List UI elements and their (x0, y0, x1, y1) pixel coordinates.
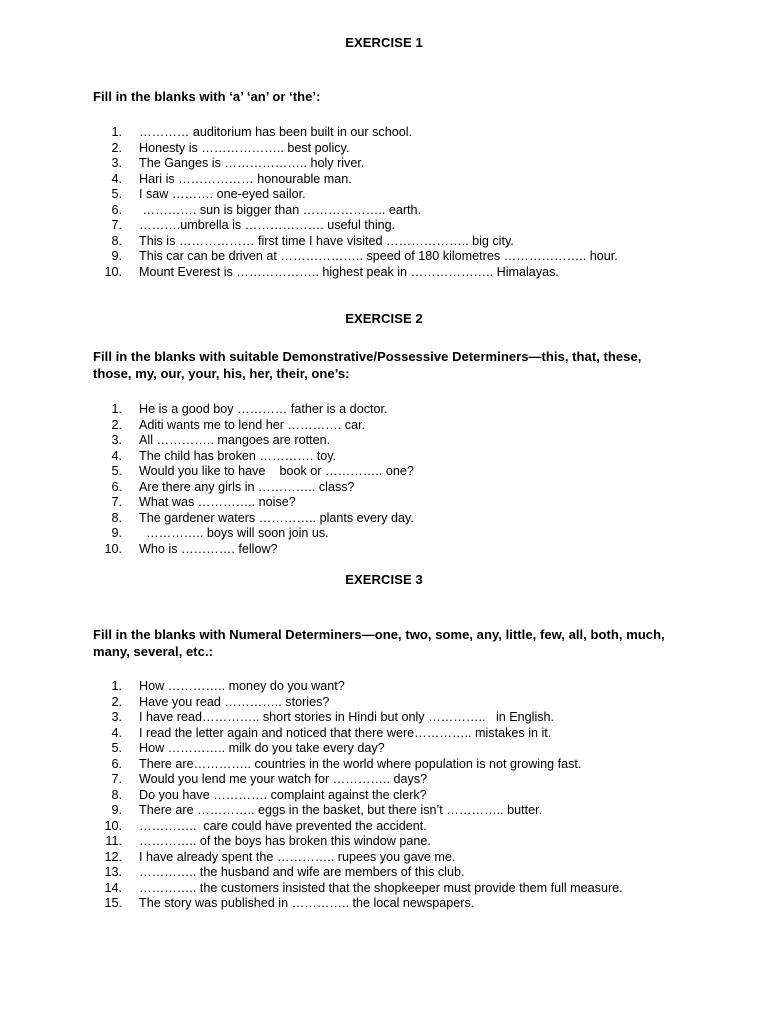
question-number: 12. (104, 849, 122, 864)
exercise-1-question (0, 125, 768, 141)
question-number: 9. (111, 526, 122, 540)
exercise-2-title: EXERCISE 2 (345, 311, 423, 326)
question-text: This car can be driven at ……………….. speed of 180 kilometres ……………….. hour. (139, 249, 618, 263)
question-text: The Ganges is ……………….. holy river. (139, 156, 365, 170)
exercise-1-question (0, 234, 768, 250)
exercise-2-question (0, 542, 768, 558)
question-number: 13. (104, 865, 122, 879)
exercise-3-question (0, 741, 768, 757)
question-text: …………. sun is bigger than ……………….. earth. (139, 202, 422, 217)
question-number: 2. (111, 140, 122, 155)
question-text: ………….. care could have prevented the accident. (139, 818, 427, 833)
question-number: 1. (111, 679, 122, 693)
exercise-1-question (0, 265, 768, 281)
question-number: 11. (105, 834, 122, 848)
question-text: I have read………….. short stories in Hindi but only ………….. in English. (139, 710, 555, 724)
question-number: 14. (104, 880, 122, 895)
question-text: ………….. boys will soon join us. (139, 526, 329, 540)
question-text: ………….. the customers insisted that the shopkeeper must provide them full measure. (139, 880, 623, 895)
exercise-3-question (0, 772, 768, 788)
question-number: 8. (111, 787, 122, 802)
exercise-1-question (0, 141, 768, 157)
question-text: I have already spent the ………….. rupees you gave me. (139, 849, 456, 864)
question-number: 7. (111, 495, 122, 509)
question-text: All ………….. mangoes are rotten. (139, 433, 331, 447)
exercise-3-question (0, 896, 768, 912)
question-number: 10. (104, 264, 122, 279)
question-text: He is a good boy ………… father is a doctor. (139, 402, 388, 416)
exercise-2-question (0, 433, 768, 449)
exercise-2-question (0, 495, 768, 511)
exercise-1-question (0, 156, 768, 172)
exercise-3-question (0, 819, 768, 835)
exercise-1-question (0, 203, 768, 219)
exercise-3-question (0, 679, 768, 695)
question-number: 10. (104, 541, 122, 556)
exercise-2-instruction: Fill in the blanks with suitable Demonstrative/Possessive Determiners—this, that, these, those, my, our, your, his, her, their, one’s: (93, 349, 642, 381)
question-text: Are there any girls in ………….. class? (139, 479, 355, 494)
exercise-3-question (0, 834, 768, 850)
question-number: 3. (111, 710, 122, 724)
question-text: Would you lend me your watch for ………….. days? (139, 772, 428, 786)
question-number: 9. (111, 249, 122, 263)
exercise-1-instruction: Fill in the blanks with ‘a’ ‘an’ or ‘the’: (93, 89, 321, 104)
question-number: 5. (111, 464, 122, 478)
question-number: 4. (111, 171, 122, 186)
question-number: 6. (111, 479, 122, 494)
question-text: Honesty is ……………….. best policy. (139, 140, 350, 155)
question-number: 4. (111, 448, 122, 463)
exercise-3-instruction: Fill in the blanks with Numeral Determiners—one, two, some, any, little, few, all, both, much, many, several, etc.: (93, 627, 665, 659)
exercise-2-question (0, 480, 768, 496)
question-text: Hari is ……………… honourable man. (139, 171, 352, 186)
question-text: There are………….. countries in the world where population is not growing fast. (139, 756, 582, 771)
question-text: I read the letter again and noticed that there were………….. mistakes in it. (139, 725, 552, 740)
question-number: 8. (111, 233, 122, 248)
exercise-2-question (0, 418, 768, 434)
exercise-2-question (0, 402, 768, 418)
question-number: 5. (111, 187, 122, 201)
exercise-3-question (0, 865, 768, 881)
question-text: Do you have …………. complaint against the clerk? (139, 787, 427, 802)
exercise-1-question-list (0, 125, 768, 280)
question-number: 8. (111, 510, 122, 525)
question-text: ………….. of the boys has broken this window pane. (139, 834, 431, 848)
exercise-2-question (0, 511, 768, 527)
question-number: 1. (111, 402, 122, 416)
question-text: Aditi wants me to lend her …………. car. (139, 417, 366, 432)
exercise-2-question-list (0, 402, 768, 557)
exercise-1-question (0, 249, 768, 265)
question-text: The gardener waters ………….. plants every day. (139, 510, 414, 525)
question-number: 15. (104, 896, 122, 910)
question-text: ……….umbrella is ………………. useful thing. (139, 218, 396, 232)
question-number: 1. (111, 125, 122, 139)
exercise-2-question (0, 464, 768, 480)
exercise-3-question (0, 726, 768, 742)
question-number: 9. (111, 803, 122, 817)
question-number: 7. (111, 772, 122, 786)
question-text: This is ……………… first time I have visited ……………….. big city. (139, 233, 514, 248)
exercise-1-title: EXERCISE 1 (345, 35, 423, 50)
exercise-1-question (0, 218, 768, 234)
exercise-3-question (0, 710, 768, 726)
question-number: 2. (111, 417, 122, 432)
question-text: Have you read ………….. stories? (139, 694, 330, 709)
exercise-3-question (0, 788, 768, 804)
exercise-3-question (0, 803, 768, 819)
exercise-1-question (0, 187, 768, 203)
question-text: ………….. the husband and wife are members of this club. (139, 865, 465, 879)
exercise-3-question (0, 695, 768, 711)
question-text: The story was published in ………….. the local newspapers. (139, 896, 475, 910)
question-text: ………… auditorium has been built in our school. (139, 125, 412, 139)
question-text: The child has broken …………. toy. (139, 448, 337, 463)
question-text: How ………….. money do you want? (139, 679, 345, 693)
question-number: 7. (111, 218, 122, 232)
exercise-2-question (0, 449, 768, 465)
exercise-1-question (0, 172, 768, 188)
question-number: 6. (111, 756, 122, 771)
question-text: Mount Everest is ……………….. highest peak in ……………….. Himalayas. (139, 264, 559, 279)
exercise-3-question (0, 850, 768, 866)
question-number: 10. (104, 818, 122, 833)
question-text: How ………….. milk do you take every day? (139, 741, 385, 755)
question-text: What was ………….. noise? (139, 495, 296, 509)
question-number: 2. (111, 694, 122, 709)
exercise-3-question-list (0, 679, 768, 912)
exercise-3-question (0, 881, 768, 897)
question-text: Would you like to have book or ………….. one? (139, 464, 414, 478)
question-number: 4. (111, 725, 122, 740)
question-number: 3. (111, 433, 122, 447)
question-text: I saw ………. one-eyed sailor. (139, 187, 306, 201)
exercise-3-question (0, 757, 768, 773)
exercise-3-title: EXERCISE 3 (345, 572, 423, 587)
question-number: 5. (111, 741, 122, 755)
question-text: Who is …………. fellow? (139, 541, 278, 556)
question-text: There are ………….. eggs in the basket, but there isn’t ………….. butter. (139, 803, 543, 817)
question-number: 3. (111, 156, 122, 170)
exercise-2-question (0, 526, 768, 542)
question-number: 6. (111, 202, 122, 217)
